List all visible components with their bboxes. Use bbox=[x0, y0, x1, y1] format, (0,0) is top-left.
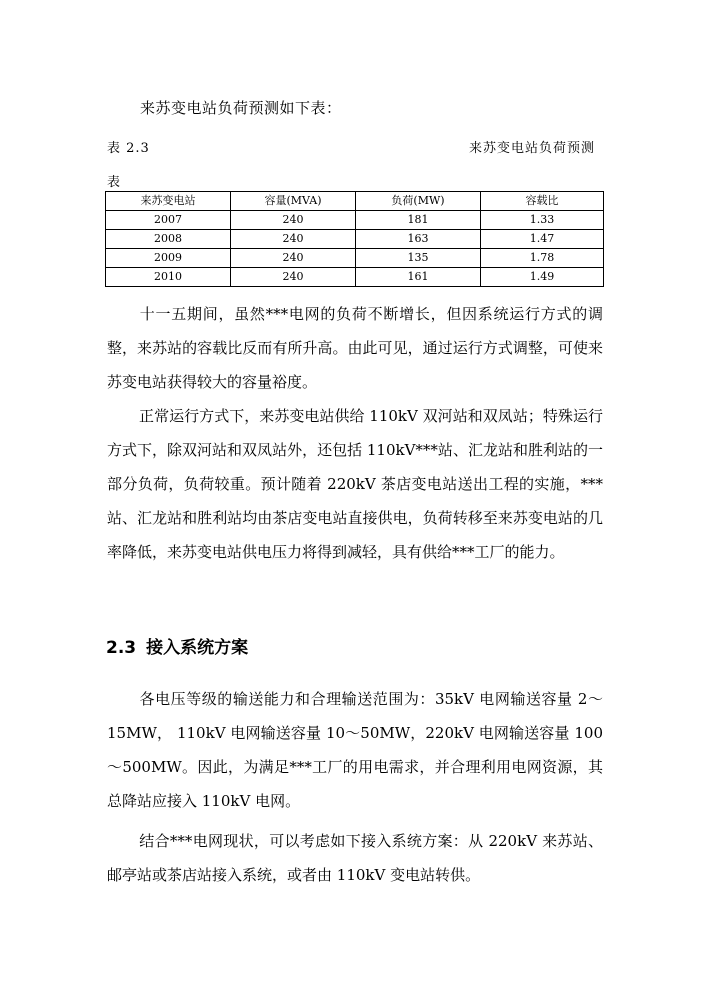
table-cell: 163 bbox=[356, 230, 481, 249]
table-cell: 1.78 bbox=[481, 249, 604, 268]
paragraph-text: 十一五期间，虽然***电网的负荷不断增长，但因系统运行方式的调整，来苏站的容载比反而有所升高。由此可见，通过运行方式调整，可使来苏变电站获得较大的容量裕度。 bbox=[107, 305, 603, 391]
table-cell: 2009 bbox=[106, 249, 231, 268]
table-header-cell: 容量(MVA) bbox=[231, 192, 356, 211]
table-caption-title-cont: 表 bbox=[107, 175, 121, 190]
table-caption-number: 表 2.3 bbox=[107, 141, 150, 156]
table-row bbox=[106, 230, 604, 249]
intro-line: 来苏变电站负荷预测如下表： bbox=[140, 99, 342, 117]
table-cell: 181 bbox=[356, 211, 481, 230]
table-row bbox=[106, 211, 604, 230]
paragraph-operating-mode bbox=[107, 399, 603, 569]
table-cell: 240 bbox=[231, 249, 356, 268]
table-row bbox=[106, 249, 604, 268]
table-cell: 2010 bbox=[106, 268, 231, 287]
table-caption-title: 来苏变电站负荷预测 bbox=[469, 141, 596, 156]
paragraph-text: 结合***电网现状，可以考虑如下接入系统方案：从 220kV 来苏站、邮亭站或茶店站接入系统，或者由 110kV 变电站转供。 bbox=[107, 832, 603, 884]
table-cell: 1.49 bbox=[481, 268, 604, 287]
paragraph-connection-plan bbox=[107, 824, 603, 892]
table-header-row bbox=[106, 192, 604, 211]
section-heading bbox=[106, 633, 248, 658]
table-cell: 240 bbox=[231, 268, 356, 287]
table-cell: 240 bbox=[231, 211, 356, 230]
paragraph-text: 各电压等级的输送能力和合理输送范围为：35kV 电网输送容量 2～15MW， 110kV 电网输送容量 10～50MW，220kV 电网输送容量 100～500MW。因此，为满足***工厂的用电需求，并合理利用电网资源，其总降站应接入 110kV 电网。 bbox=[107, 690, 603, 810]
section-title: 接入系统方案 bbox=[146, 638, 249, 658]
paragraph-load-trend bbox=[107, 297, 603, 399]
table-cell: 240 bbox=[231, 230, 356, 249]
section-number: 2.3 bbox=[106, 638, 137, 658]
table-cell: 161 bbox=[356, 268, 481, 287]
table-header-cell: 负荷(MW) bbox=[356, 192, 481, 211]
table-cell: 1.47 bbox=[481, 230, 604, 249]
table-row bbox=[106, 268, 604, 287]
paragraph-text: 正常运行方式下，来苏变电站供给 110kV 双河站和双凤站；特殊运行方式下，除双河站和双凤站外，还包括 110kV***站、汇龙站和胜利站的一部分负荷，负荷较重。预计随着 220kV 茶店变电站送出工程的实施，***站、汇龙站和胜利站均由茶店变电站直接供电，负荷转移至来苏变电站的几率降低，来苏变电站供电压力将得到减轻，具有供给***工厂的能力。 bbox=[107, 407, 603, 561]
table-cell: 1.33 bbox=[481, 211, 604, 230]
table-cell: 135 bbox=[356, 249, 481, 268]
table-cell: 2007 bbox=[106, 211, 231, 230]
table-cell: 2008 bbox=[106, 230, 231, 249]
load-forecast-table bbox=[105, 191, 604, 287]
table-header-cell: 容载比 bbox=[481, 192, 604, 211]
paragraph-voltage-levels bbox=[107, 682, 603, 818]
table-header-cell: 来苏变电站 bbox=[106, 192, 231, 211]
